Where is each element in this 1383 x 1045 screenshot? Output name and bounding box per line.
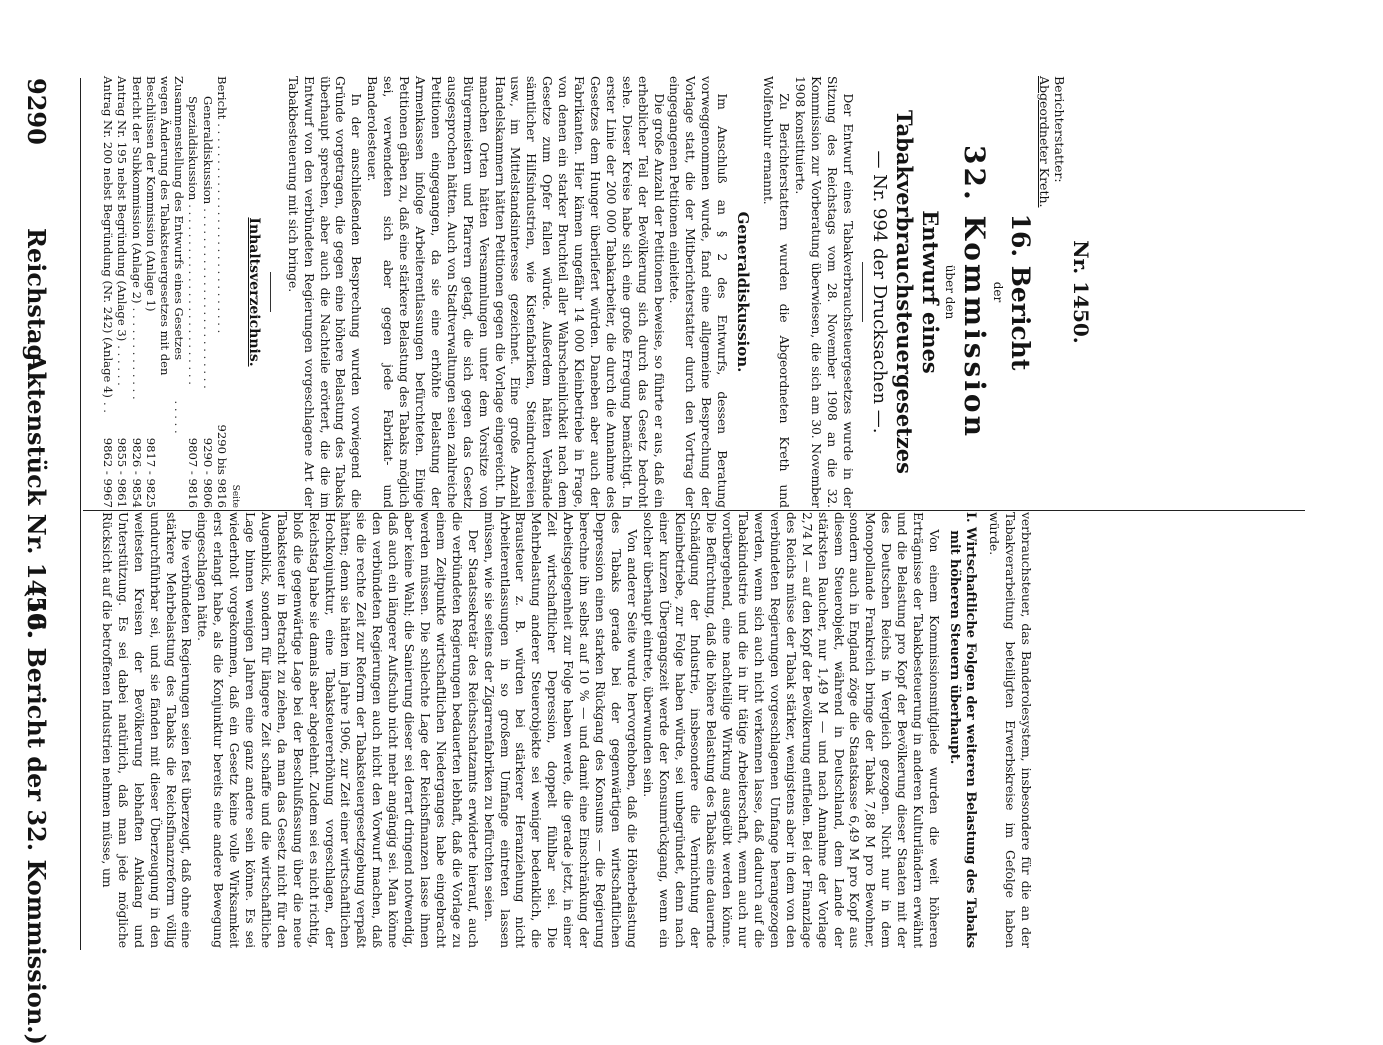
running-header [17, 78, 51, 1045]
body-paragraph: Von einem Kommissionsmitgliede wurden die weit höheren Erträgnisse der Tabakbesteuerung in anderen Kulturländern erwähnt und die Belastung pro Kopf der Bevölkerung dieser Staaten mit der des Deutschen Reichs in Vergleich gezogen. Nicht nur in dem Monopollande Frankreich bringe der Tabak 7,88 M pro Bewohner, sondern auch in England zöge die Staatskasse 6,49 M pro Kopf aus diesem Steuerobjekt, während in Deutschland, dem Lande der stärksten Raucher, nur 1,49 M — und nach Annahme der Vorlage 2,74 M — auf den Kopf der Bevölkerung entfielen. Bei der Finanzlage des Reichs müsse der Tabak stärker, wenigstens aber in dem von den verbündeten Regierungen vorgeschlagenen Umfange herangezogen werden, wenn sich auch nicht verkennen lasse, daß dadurch auf die Tabakindustrie und die in ihr tätige Arbeiterschaft, wenn auch nur vorübergehend, eine nachteilige Wirkung ausgeübt werden könne. Die Befürchtung, daß die höhere Belastung des Tabaks eine dauernde Schädigung der Industrie, insbesondere die Vernichtung der Kleinbetriebe, zur Folge haben würde, sei unbegründet, denn nach einer kurzen Übergangszeit werde der Konsumrückgang, wenn ein solcher überhaupt eintrete, überwunden sein. [640, 512, 943, 948]
subject-title: Entwurf eines Tabakverbrauchsteuergesetzes [891, 110, 943, 474]
ueber-den-label: über den [942, 264, 957, 320]
column-divider [83, 510, 1305, 511]
berichterstatter-label: Berichterstatter: [1051, 76, 1067, 183]
commission-title: 32. Kommission [957, 145, 991, 439]
toc-item-label: Bericht [214, 76, 229, 120]
toc-list [101, 76, 229, 508]
toc-item: Bericht der Subkommission (Anlage 2) . . . . . . . . . . . . . 9826 - 9854 [129, 76, 144, 508]
toc-item-label: Antrag Nr. 195 nebst Begründung (Anlage 3) [115, 76, 130, 342]
toc-item-page: 9817 - 9825 [143, 437, 158, 508]
toc-item-page: 9855 - 9861 [115, 437, 130, 508]
document-number: Nr. 1450. [1068, 240, 1093, 344]
toc-item: Bericht . . . . . . . . . . . . . . . . . . . . . . . . . . . . . 9290 bis 9816 [214, 76, 229, 508]
toc-item: Antrag Nr. 195 nebst Begründung (Anlage 3) . . . . . . 9855 - 9861 [115, 76, 130, 508]
toc-item-page: 9290 bis 9816 [214, 424, 229, 508]
intro-text [760, 76, 855, 508]
general-discussion-text [285, 76, 730, 508]
running-title: (16. Bericht der 32. Kommission.) [22, 586, 51, 1045]
left-column [83, 76, 1383, 508]
toc-item-label: Bericht der Subkommission (Anlage 2) [129, 76, 144, 304]
toc-item-label: Generaldiskussion [200, 96, 215, 205]
header-rule [80, 78, 81, 950]
intro-paragraph: Zu Berichterstattern wurden die Abgeordneten Kreth und Wolfenbuhr ernannt. [761, 76, 793, 508]
toc-item-label: Spezialdiskussion [186, 96, 201, 201]
toc-item-page: 9807 - 9816 [186, 437, 201, 508]
drucksache-reference: — Nr. 994 der Drucksachen —. [868, 150, 890, 434]
body-paragraph: Von anderer Seite wurde hervorgehoben, daß die Höherbelastung des Tabaks gerade bei der gegenwärtigen wirtschaftlichen Depression einen starken Rückgang des Konsums — die Regierung berechne ihn selbst auf 10 % — und damit eine Einschränkung der Arbeitsgelegenheit zur Folge haben werde, die gerade jetzt, in einer Zeit wirtschaftlicher Depression, doppelt fühlbar sei. Die Mehrbelastung anderer Steuerobjekte sei weniger bedenklich, die Brausteuer z. B. würden bei stärkerer Heranziehung nicht Arbeiterentlassungen in so großem Umfange eintreten lassen müssen, wie sie seitens der Zigarrenfabriken zu befürchten seien. [481, 512, 640, 948]
intro-paragraph: Der Entwurf eines Tabakverbrauchsteuergesetzes wurde in der Sitzung des Reichstags vom 28. November 1908 an die 32. Kommission zur Vorberatung überwiesen, die sich am 30. November 1908 konstituierte. [792, 76, 856, 508]
toc-item-page: 9826 - 9854 [129, 437, 144, 508]
body-paragraph: Der Staatssekretär des Reichsschatzamts erwiderte hierauf, auch die verbündeten Regierungen bedauerten lebhaft, daß die Vorlage zu einem Zeitpunkte wirtschaftlichen Niederganges habe eingebracht werden müssen. Die schlechte Lage der Reichsfinanzen lasse ihnen aber keine Wahl; die Sanierung dieser sei derart dringend notwendig, daß auch ein längerer Aufschub nicht mehr angängig sei. Man könne den verbündeten Regierungen auch nicht den Vorwurf machen, daß sie die rechte Zeit zur Reform der Tabaksteuergesetzgebung verpaßt hätten; denn sie hätten im Jahre 1906, zur Zeit einer wirtschaftlichen Hochkonjunktur, eine Tabaksteuererhöhung vorgeschlagen, der Reichstag habe sie damals aber abgelehnt. Zudem sei es nicht richtig, bloß die gegenwärtige Lage bei der Beschlußfassung über die neue Tabaksteuer in Betracht zu ziehen, da man das Gesetz nicht für den Augenblick, sondern für längere Zeit schaffe und die wirtschaftliche Lage binnen wenigen Jahren eine ganz andere sein könne. Es sei wiederholt vorgekommen, daß ein Gesetz keine volle Wirksamkeit erst erlangt habe, als die Konjunktur bereits eine andere Bewegung eingeschlagen hätte. [195, 512, 481, 948]
toc-item: Generaldiskussion . . . . . . . . . . . . . . . . . . . . . . . . . 9290 - 9806 [200, 96, 215, 508]
title-rule [862, 262, 863, 322]
toc-item: Zusammenstellung des Entwurfs eines Gesetzes wegen Änderung des Tabaksteuergesetzes mit den Beschlüssen der Kommission (Anlage 1) . . . . . 9817 - 9825 [143, 76, 187, 508]
toc-item-label: Antrag Nr. 200 nebst Begründung (Nr. 242) (Anlage 4) [101, 76, 116, 398]
toc-item-page: 9290 - 9806 [200, 437, 215, 508]
general-discussion-heading: Generaldiskussion. [734, 211, 753, 373]
toc-seite-label: Seite [229, 484, 240, 508]
page-number: 9290 [22, 78, 51, 145]
der-label: der [990, 281, 1005, 303]
parliament-label: Reichstag. [22, 228, 51, 370]
toc-item: Antrag Nr. 200 nebst Begründung (Nr. 242) (Anlage 4) . . 9862 - 9967 [101, 76, 116, 508]
right-column [83, 512, 1383, 948]
opening-paragraph: verbrauchsteuer, das Banderolesystem, insbesondere für die an der Tabakverarbeitung beteiligten Erwerbskreise im Gefolge haben würde. [986, 512, 1034, 948]
body-paragraph: Im Anschluß an § 2 des Entwurfs, dessen Beratung vorweggenommen wurde, fand eine allgemeine Besprechung der Vorlage statt, die der Mitberichterstatter durch den Vortrag der eingegangenen Petitionen einleitete. [667, 76, 731, 508]
toc-item-page: 9862 - 9967 [101, 437, 116, 508]
body-paragraph: Die verbündeten Regierungen seien fest überzeugt, daß ohne eine stärkere Mehrbelastung des Tabaks die Reichsfinanzreform völlig undurchführbar sei, und sie fänden mit dieser Überzeugung in den weitesten Kreisen der Bevölkerung lebhaften Anklang und Unterstützung. Es sei dabei natürlich, daß man jede mögliche Rücksicht auf die betroffenen Industrien nehmen müsse, um [99, 512, 195, 948]
body-paragraph: Die große Anzahl der Petitionen beweise, so führte er aus, daß ein erheblicher Teil der Bevölkerung sich durch das Gesetz bedroht sehe. Dieser Kreise habe sich eine große Erregung bemächtigt. In erster Linie der 200 000 Tabakarbeiter, die durch die Annahme des Gesetzes dem Hunger überliefert würden. Daneben aber auch der Fabrikanten. Hier kämen ungefähr 14 000 Kleinbetriebe in Frage, von denen ein starker Bruchteil aller Wahrscheinlichkeit nach dem Gesetze zum Opfer fallen würde. Außerdem hätten Verbände sämtlicher Hilfsindustrien, wie Kistenfabriken, Steindruckereien usw., im Mittelstandsinteresse gezeichnet. Eine große Anzahl Handelskammern hätten Petitionen gegen die Vorlage eingereicht. In manchen Orten hätten Versammlungen unter dem Vorsitze von Bürgermeistern und Pfarrern getagt, die sich gegen das Gesetz ausgesprochen hätten. Auch von Stadtverwaltungen seien zahlreiche Petitionen eingegangen, da sie eine erhöhte Belastung der Armenkassen infolge Arbeiterentlassungen befürchteten. Einige Petitionen gäben zu, daß eine stärkere Belastung des Tabaks möglich sei, verwendeten sich aber gegen jede Fabrikat- und Banderolesteuer. [365, 76, 667, 508]
toc-item: Spezialdiskussion . . . . . . . . . . . . . . . . . . . . . . . . . 9807 - 9816 [186, 96, 201, 508]
toc-item-label: Zusammenstellung des Entwurfs eines Gesetzes wegen Änderung des Tabaksteuergesetzes mit den Beschlüssen der Kommission (Anlage 1) [143, 76, 187, 376]
body-paragraph: In der anschließenden Besprechung wurden vorwiegend die Gründe vorgetragen, die gegen eine höhere Belastung des Tabaks überhaupt sprechen, aber auch die Nachteile erörtert, die die im Entwurf von den verbündeten Regierungen vorgeschlagene Art der Tabakbesteuerung mit sich bringe. [285, 76, 365, 508]
toc-heading: Inhaltsverzeichnis. [245, 217, 262, 367]
berichterstatter-name: Abgeordneter Kreth. [1036, 76, 1052, 208]
section-rule [270, 272, 271, 312]
section-one-heading: I. Wirtschaftliche Folgen der weiteren Belastung des Tabaks mit höheren Steuern überhaupt. [947, 512, 979, 948]
document-reference: Aktenstück Nr. 1450. [22, 353, 51, 638]
report-number: 16. Bericht [1005, 213, 1035, 371]
